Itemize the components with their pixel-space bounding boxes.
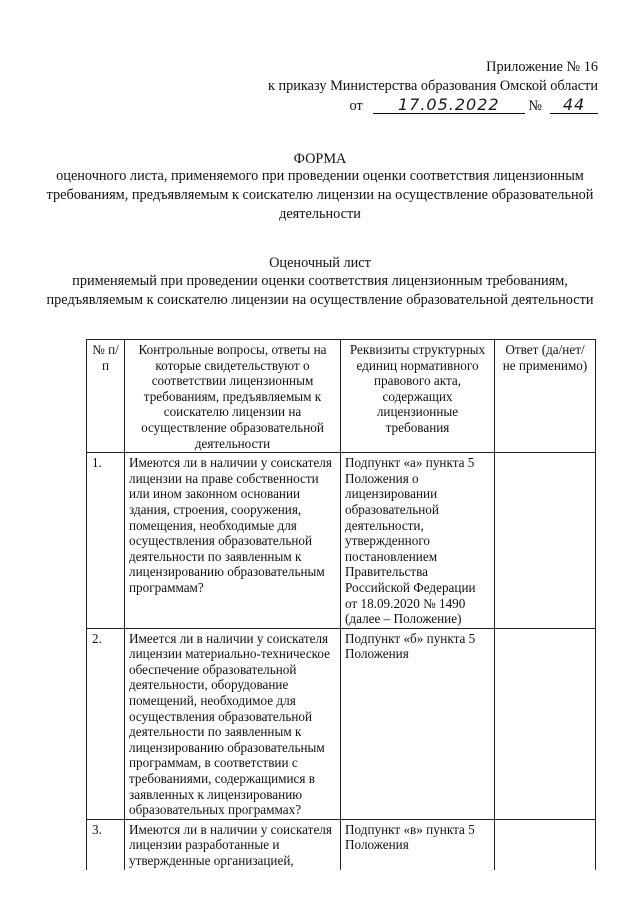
table-row (87, 453, 596, 629)
from-label: от (349, 98, 363, 114)
number-label: № (528, 98, 542, 114)
row-answer (495, 819, 596, 869)
table-row (87, 819, 596, 869)
evaluation-table (86, 339, 596, 870)
row-requisites: Подпункт «б» пункта 5 Положения (341, 628, 495, 819)
header-question: Контрольные вопросы, ответы на которые свидетельствуют о соответствии лицензионным требованиям, предъявляемым к соискателю лицензии на осуществление образовательной деятельности (125, 340, 341, 453)
order-reference: к приказу Министерства образования Омской области (267, 78, 598, 94)
table-row (87, 628, 596, 819)
annex-number: Приложение № 16 (486, 59, 598, 75)
row-num: 1. (87, 453, 125, 629)
row-question: Имеются ли в наличии у соискателя лицензии разработанные и утвержденные организацией, (125, 819, 341, 869)
table-header-row (87, 340, 596, 453)
header-num: № п/п (87, 340, 125, 453)
header-requisites: Реквизиты структурных единиц нормативного правового акта, содержащих лицензионные требования (341, 340, 495, 453)
header-answer: Ответ (да/нет/не применимо) (495, 340, 596, 453)
order-date-line (350, 96, 598, 115)
order-date: 17.05.2022 (373, 96, 525, 114)
form-title: ФОРМА (293, 151, 347, 167)
row-num: 2. (87, 628, 125, 819)
row-answer (495, 628, 596, 819)
order-number: 44 (550, 96, 598, 114)
form-description: оценочного листа, применяемого при проведении оценки соответствия лицензионным требованиям, предъявляемым к соискателю лицензии на осуществление образовательной деятельности (46, 168, 594, 222)
row-requisites: Подпункт «в» пункта 5 Положения (341, 819, 495, 869)
sheet-title: Оценочный лист (269, 255, 371, 271)
row-num: 3. (87, 819, 125, 869)
sheet-description: применяемый при проведении оценки соответствия лицензионным требованиям, предъявляемым к соискателю лицензии на осуществление образовательной деятельности (46, 273, 594, 308)
row-answer (495, 453, 596, 629)
row-question: Имеется ли в наличии у соискателя лицензии материально-техническое обеспечение образовательной деятельности, оборудование помещений, необходимое для осуществления образовательной деятельности по заявленным к лицензированию образовательным программам, в соответствии с требованиями, содержащимися в заявленных к лицензированию образовательных программах? (125, 628, 341, 819)
row-question: Имеются ли в наличии у соискателя лицензии на праве собственности или ином законном основании здания, строения, сооружения, помещения, необходимые для осуществления образовательной деятельности по заявленным к лицензированию образовательным программам? (125, 453, 341, 629)
row-requisites: Подпункт «а» пункта 5 Положения о лицензировании образовательной деятельности, утвержденного постановлением Правительства Российской Федерации от 18.09.2020 № 1490 (далее – Положение) (341, 453, 495, 629)
